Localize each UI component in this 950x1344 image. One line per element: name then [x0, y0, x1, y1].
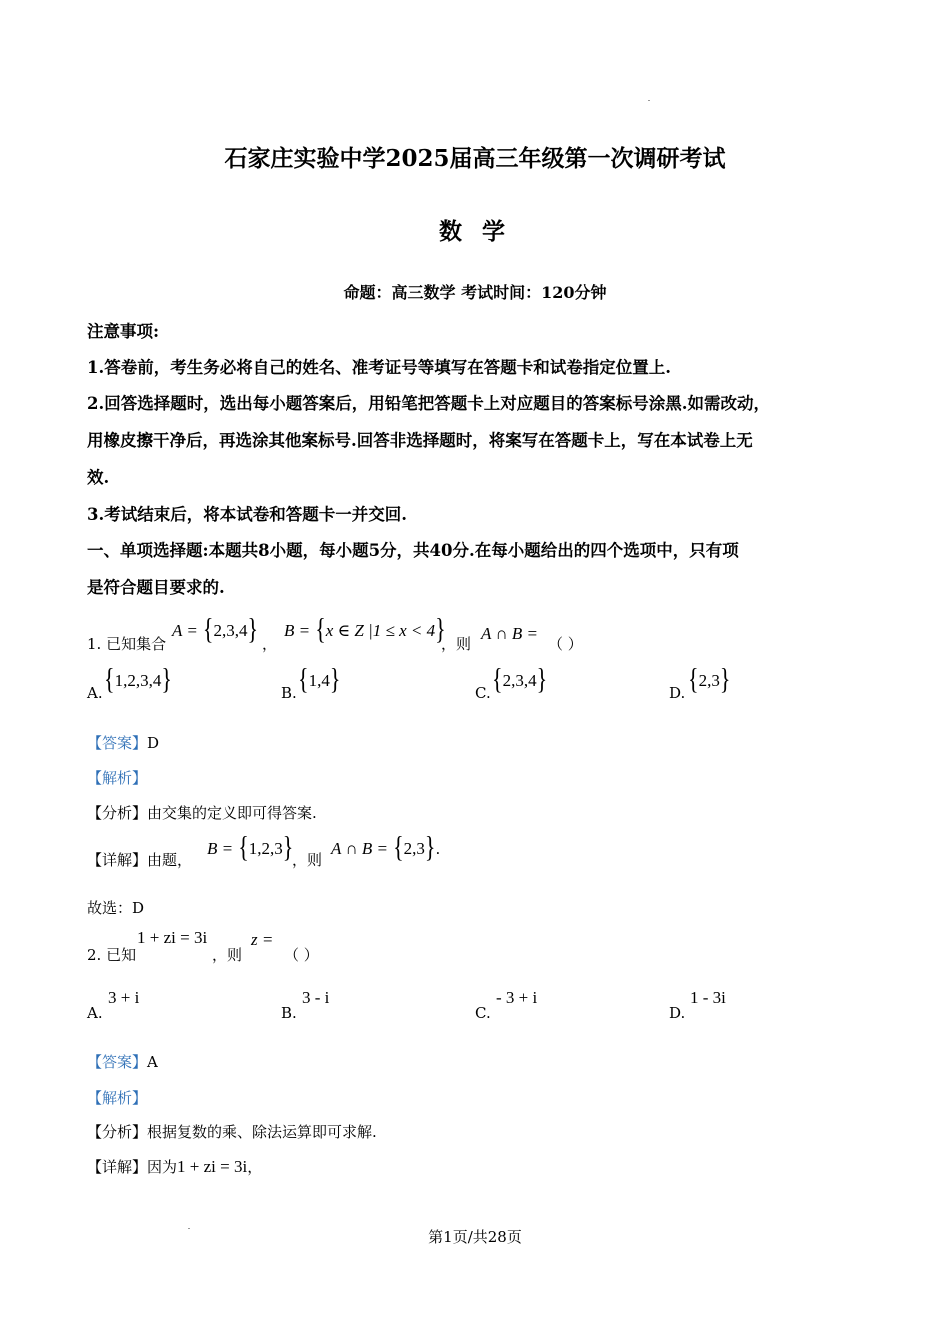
- xiangjie-expression: A ∩ B =: [331, 839, 388, 858]
- answer-value: A: [147, 1053, 158, 1071]
- q2-answer-paren: （ ）: [284, 946, 319, 964]
- q1-option-a-value: [104, 661, 172, 696]
- xiangjie-result-value: 2,3: [403, 839, 425, 858]
- answer-tag: 【答案】: [87, 734, 148, 752]
- brace-open: {: [104, 661, 115, 696]
- q2-answer: [87, 1051, 158, 1072]
- notice-heading: 注意事项:: [87, 322, 160, 341]
- q2-option-c-value: - 3 + i: [496, 988, 538, 1007]
- exam-meta: 命题：高三数学 考试时间：120分钟: [343, 283, 607, 302]
- q2-equation: 1 + zi = 3i: [137, 928, 208, 947]
- fenxi-tag: 【分析】: [87, 804, 148, 822]
- q1-prefix: 1. 已知集合: [87, 635, 167, 653]
- q1-option-a-label: A.: [87, 684, 103, 702]
- q1-xiangjie-result: [331, 829, 441, 864]
- brace-close: }: [536, 661, 548, 696]
- q1-option-c-text: 2,3,4: [502, 671, 537, 690]
- brace-open: {: [393, 829, 404, 864]
- q2-option-b-value: 3 - i: [302, 988, 330, 1007]
- q1-set-a-lhs: A =: [172, 621, 198, 640]
- brace-close: }: [435, 611, 446, 646]
- xiangjie-b-lhs: B =: [207, 839, 234, 858]
- q1-answer: [87, 732, 159, 753]
- q1-option-c-value: [492, 661, 548, 696]
- q1-option-c-label: C.: [475, 684, 491, 702]
- answer-tag: 【答案】: [87, 1053, 148, 1071]
- xiangjie-tag: 【详解】: [87, 851, 148, 869]
- q1-fenxi: [87, 802, 317, 823]
- notice-item-3: 3.考试结束后，将本试卷和答题卡一并交回.: [87, 505, 407, 524]
- brace-open: {: [492, 661, 503, 696]
- brace-open: {: [688, 661, 699, 696]
- q1-expression: A ∩ B =: [481, 624, 538, 643]
- brace-close: }: [329, 661, 341, 696]
- q1-xiangjie-text: [87, 849, 192, 870]
- q1-guxuan: 故选：D: [87, 899, 145, 917]
- q1-option-b-value: [298, 661, 341, 696]
- q2-option-d-value: 1 - 3i: [690, 988, 726, 1007]
- q2-xiangjie: [87, 1156, 262, 1177]
- subject-title: 数 学: [438, 218, 511, 245]
- q1-option-a-text: 1,2,3,4: [114, 671, 162, 690]
- q1-set-b-body: x ∈ Z |1 ≤ x < 4: [325, 621, 436, 640]
- q1-set-a-body: 2,3,4: [213, 621, 248, 640]
- q1-set-b-lhs: B =: [284, 621, 311, 640]
- section-1-line-2: 是符合题目要求的.: [87, 578, 225, 597]
- notice-item-1: 1.答卷前，考生务必将自己的姓名、准考证号等填写在答题卡和试卷指定位置上.: [87, 358, 671, 377]
- scan-dot: [648, 100, 650, 101]
- brace-open: {: [298, 661, 309, 696]
- xiangjie-lead: 由题，: [147, 851, 193, 869]
- q2-option-a-value: 3 + i: [108, 988, 140, 1007]
- q1-option-d-value: [688, 661, 731, 696]
- brace-close: }: [424, 829, 436, 864]
- q1-set-b: [284, 611, 446, 646]
- xiangjie-lead: 因为: [147, 1158, 178, 1176]
- xiangjie-period: .: [435, 840, 441, 858]
- notice-item-2-line-3: 效.: [87, 468, 110, 487]
- q2-fenxi: [87, 1121, 377, 1142]
- q2-option-b-label: B.: [281, 1004, 297, 1022]
- notice-item-2-line-2: 用橡皮擦干净后，再选涂其他案标号.回答非选择题时，将案写在答题卡上，写在本试卷上无: [87, 431, 753, 450]
- q2-option-a-label: A.: [87, 1004, 103, 1022]
- q2-jiexi-tag: 【解析】: [87, 1089, 148, 1107]
- exam-title: 石家庄实验中学2025届高三年级第一次调研考试: [224, 145, 726, 172]
- q2-option-c-label: C.: [475, 1004, 491, 1022]
- xiangjie-equation: 1 + zi = 3i: [177, 1157, 248, 1176]
- q2-prefix: 2. 已知: [87, 946, 137, 964]
- q1-option-b-text: 1,4: [308, 671, 330, 690]
- q1-then: ，则: [441, 635, 472, 653]
- brace-open: {: [202, 611, 214, 646]
- page-footer: 第1页/共28页: [428, 1228, 522, 1246]
- xiangjie-comma: ，: [247, 1158, 263, 1176]
- answer-value: D: [147, 734, 160, 752]
- q1-option-d-label: D.: [669, 684, 686, 702]
- q2-option-d-label: D.: [669, 1004, 686, 1022]
- section-1-line-1: 一、单项选择题:本题共8小题，每小题5分，共40分.在每小题给出的四个选项中，只有项: [87, 541, 739, 560]
- q1-jiexi-tag: 【解析】: [87, 769, 148, 787]
- q1-option-d-text: 2,3: [698, 671, 720, 690]
- fenxi-text: 由交集的定义即可得答案.: [147, 804, 317, 822]
- fenxi-text: 根据复数的乘、除法运算即可求解.: [147, 1123, 377, 1141]
- q1-xiangjie-then: ，则: [292, 851, 323, 869]
- brace-close: }: [247, 611, 259, 646]
- brace-open: {: [238, 829, 249, 864]
- xiangjie-b-value: 1,2,3: [248, 839, 283, 858]
- q1-xiangjie-set-b: [207, 829, 294, 864]
- q2-then: ，则: [212, 946, 243, 964]
- brace-close: }: [719, 661, 731, 696]
- q1-set-a: [172, 611, 259, 646]
- q1-comma: ，: [262, 635, 278, 653]
- brace-close: }: [161, 661, 172, 696]
- q2-expression: z =: [251, 930, 274, 949]
- q1-option-b-label: B.: [281, 684, 297, 702]
- brace-open: {: [315, 611, 326, 646]
- xiangjie-tag: 【详解】: [87, 1158, 148, 1176]
- notice-item-2-line-1: 2.回答选择题时，选出每小题答案后，用铅笔把答题卡上对应题目的答案标号涂黑.如需改动，: [87, 394, 770, 413]
- q1-answer-paren: （ ）: [548, 635, 583, 653]
- brace-close: }: [282, 829, 294, 864]
- fenxi-tag: 【分析】: [87, 1123, 148, 1141]
